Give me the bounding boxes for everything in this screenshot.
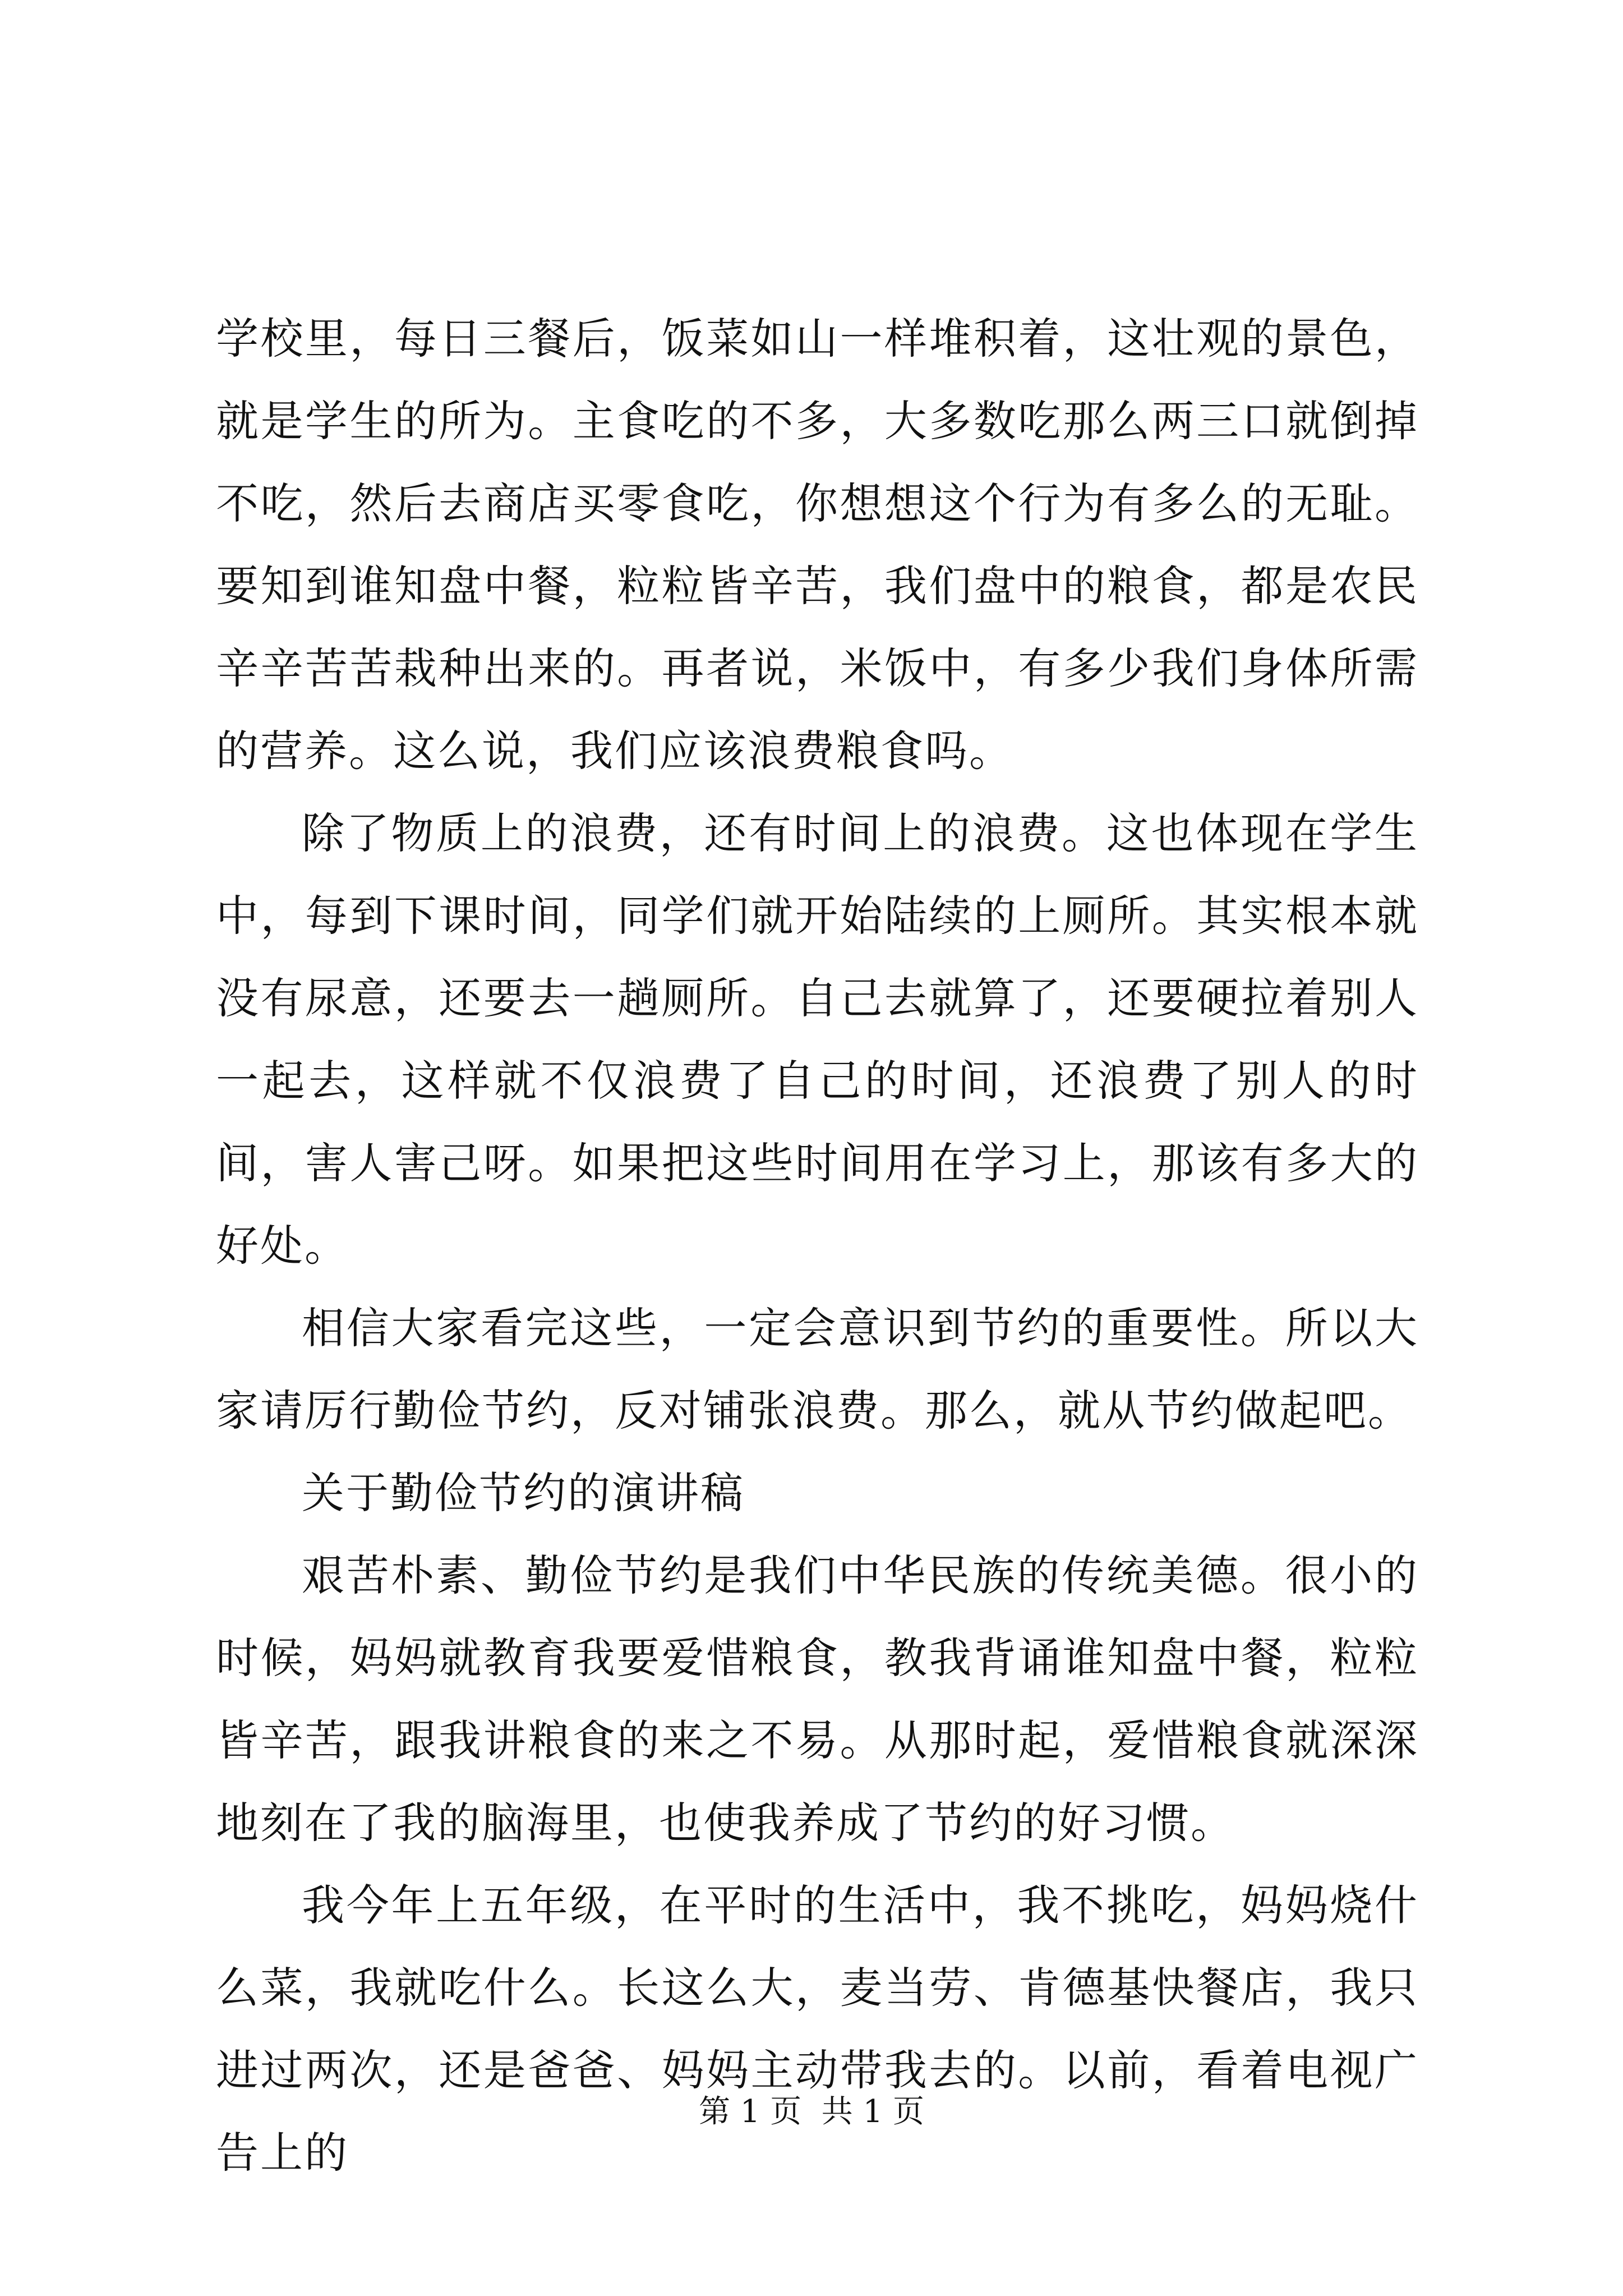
paragraph-2: 除了物质上的浪费，还有时间上的浪费。这也体现在学生中，每到下课时间，同学们就开始陆续的上厕所。其实根本就没有尿意，还要去一趟厕所。自己去就算了，还要硬拉着别人一起去，这样就不仅浪费了自己的时间，还浪费了别人的时间，害人害己呀。如果把这些时间用在学习上，那该有多大的好处。 bbox=[216, 808, 1419, 1271]
paragraph-3: 相信大家看完这些，一定会意识到节约的重要性。所以大家请厉行勤俭节约，反对铺张浪费。那么，就从节约做起吧。 bbox=[216, 1303, 1419, 1435]
section-heading: 关于勤俭节约的演讲稿 bbox=[302, 1468, 745, 1518]
paragraph-1: 学校里，每日三餐后，饭菜如山一样堆积着，这壮观的景色，就是学生的所为。主食吃的不多，大多数吃那么两三口就倒掉不吃，然后去商店买零食吃，你想想这个行为有多么的无耻。要知到谁知盘中餐，粒粒皆辛苦，我们盘中的粮食，都是农民辛辛苦苦栽种出来的。再者说，米饭中，有多少我们身体所需的营养。这么说，我们应该浪费粮食吗。 bbox=[216, 314, 1419, 776]
page-number-label: 第 1 页 共 1 页 bbox=[698, 2093, 925, 2130]
paragraph-5: 我今年上五年级，在平时的生活中，我不挑吃，妈妈烧什么菜，我就吃什么。长这么大，麦当劳、肯德基快餐店，我只进过两次，还是爸爸、妈妈主动带我去的。以前，看着电视广告上的 bbox=[216, 1880, 1419, 2178]
paragraph-4: 艰苦朴素、勤俭节约是我们中华民族的传统美德。很小的时候，妈妈就教育我要爱惜粮食，教我背诵谁知盘中餐，粒粒皆辛苦，跟我讲粮食的来之不易。从那时起，爱惜粮食就深深地刻在了我的脑海里，也使我养成了节约的好习惯。 bbox=[216, 1550, 1419, 1848]
document-body bbox=[216, 297, 1419, 2194]
page-footer bbox=[0, 2090, 1623, 2134]
